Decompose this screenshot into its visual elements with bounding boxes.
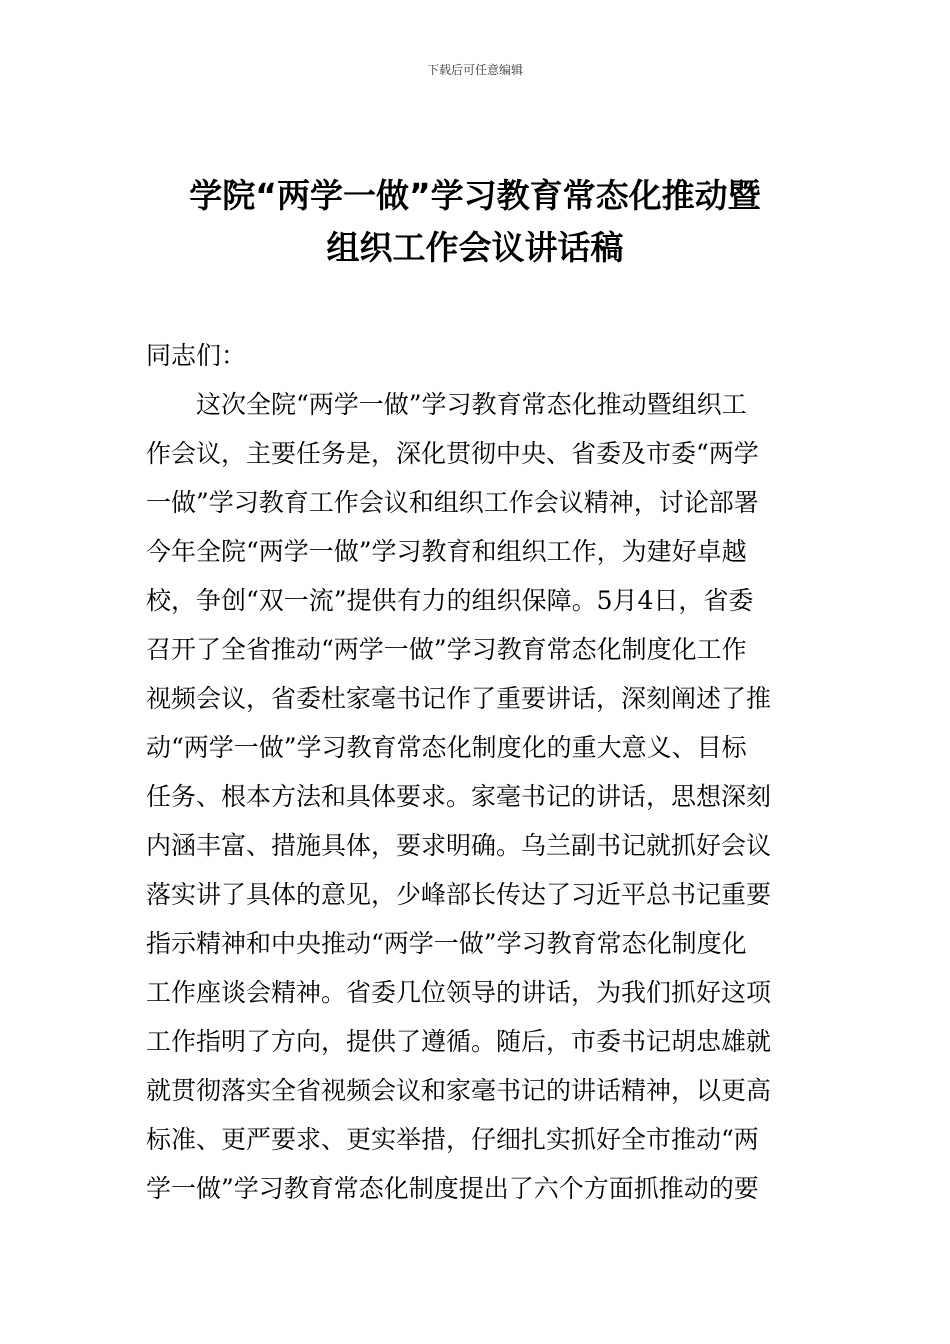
document-title: [140, 170, 810, 274]
paragraph-line: 指示精神和中央推动“两学一做”学习教育常态化制度化: [146, 929, 747, 958]
paragraph-line: 内涵丰富、措施具体，要求明确。乌兰副书记就抓好会议: [146, 831, 772, 860]
paragraph-line: 召开了全省推动“两学一做”学习教育常态化制度化工作: [146, 635, 747, 664]
paragraph-line: 校，争创“双一流”提供有力的组织保障。5月4日，省委: [146, 586, 754, 615]
paragraph-line: 一做”学习教育工作会议和组织工作会议精神，讨论部署: [146, 488, 759, 517]
paragraph-line: 这次全院“两学一做”学习教育常态化推动暨组织工: [196, 390, 747, 419]
paragraph-line: 作会议，主要任务是，深化贯彻中央、省委及市委“两学: [146, 439, 759, 468]
document-body: [146, 331, 826, 1213]
paragraph-line: 落实讲了具体的意见，少峰部长传达了习近平总书记重要: [146, 880, 772, 909]
paragraph-line: 视频会议，省委杜家毫书记作了重要讲话，深刻阐述了推: [146, 684, 772, 713]
paragraph-line: 就贯彻落实全省视频会议和家毫书记的讲话精神，以更高: [146, 1076, 772, 1105]
title-line-2: 组织工作会议讲话稿: [326, 228, 624, 267]
paragraph-line: 标准、更严要求、更实举措，仔细扎实抓好全市推动“两: [146, 1125, 759, 1154]
paragraph-line: 工作指明了方向，提供了遵循。随后，市委书记胡忠雄就: [146, 1027, 772, 1056]
page-header: 下载后可任意编辑: [426, 63, 523, 77]
paragraph-line: 学一做”学习教育常态化制度提出了六个方面抓推动的要: [146, 1174, 759, 1203]
paragraph: [146, 380, 826, 1213]
paragraph-line: 今年全院“两学一做”学习教育和组织工作，为建好卓越: [146, 537, 747, 566]
title-line-1: 学院“两学一做”学习教育常态化推动暨: [189, 176, 761, 215]
salutation: 同志们：: [146, 341, 247, 370]
paragraph-line: 动“两学一做”学习教育常态化制度化的重大意义、目标: [146, 733, 747, 762]
paragraph-line: 任务、根本方法和具体要求。家毫书记的讲话，思想深刻: [146, 782, 772, 811]
paragraph-line: 工作座谈会精神。省委几位领导的讲话，为我们抓好这项: [146, 978, 772, 1007]
